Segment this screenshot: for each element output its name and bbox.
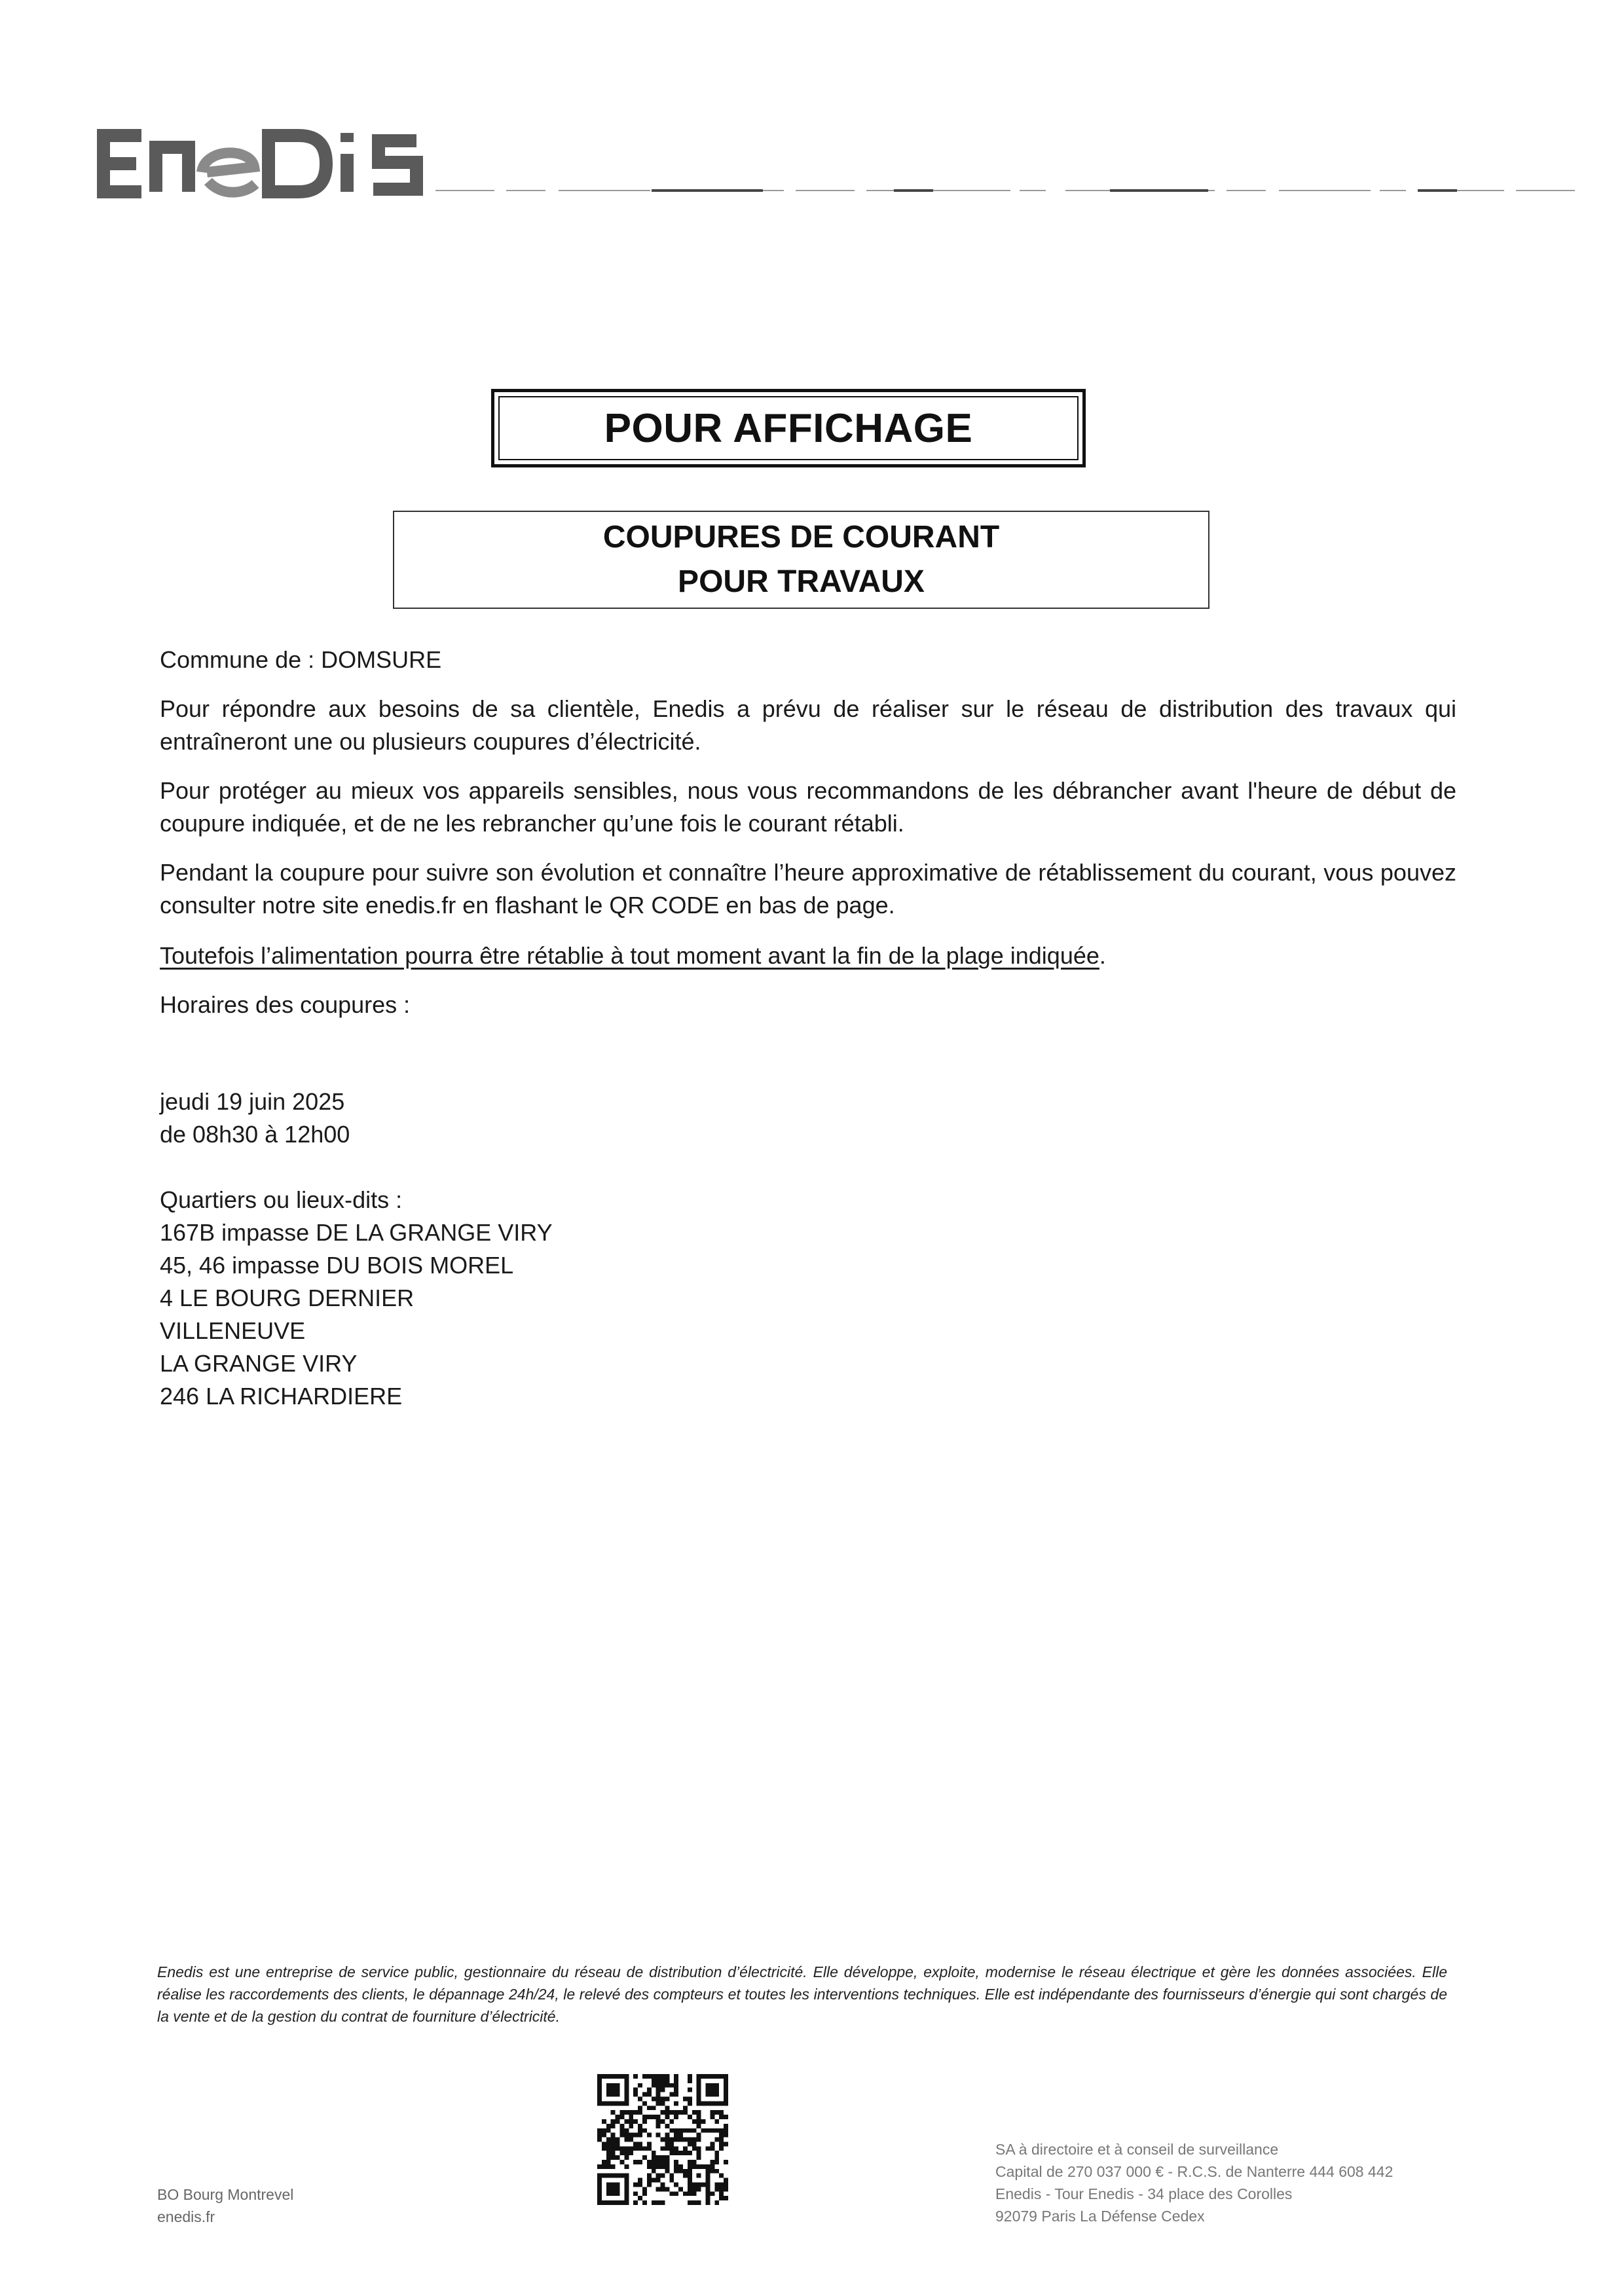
title-box (491, 389, 1086, 467)
header-dashed-rule (435, 189, 1581, 192)
footer-legal-line: Capital de 270 037 000 € - R.C.S. de Nanterre 444 608 442 (995, 2163, 1393, 2180)
commune-line: Commune de : DOMSURE (160, 646, 442, 673)
place-item: LA GRANGE VIRY (160, 1350, 358, 1377)
page-title: POUR AFFICHAGE (604, 405, 973, 451)
place-item: 167B impasse DE LA GRANGE VIRY (160, 1219, 553, 1246)
enedis-logo (90, 121, 431, 206)
warning-text: Toutefois l’alimentation pourra être rétablie à tout moment avant la fin de la plage indiquée (160, 942, 1099, 969)
place-item: 246 LA RICHARDIERE (160, 1383, 403, 1410)
place-item: 45, 46 impasse DU BOIS MOREL (160, 1252, 514, 1279)
paragraph-advice: Pour protéger au mieux vos appareils sensibles, nous vous recommandons de les débrancher avant l'heure de début de coupure indiquée, et de ne les rebrancher qu’une fois le courant rétabli. (160, 777, 1456, 837)
place-item: VILLENEUVE (160, 1317, 306, 1344)
subtitle-line-1: COUPURES DE COURANT (602, 520, 1000, 555)
footer-office: BO Bourg Montrevel (157, 2186, 294, 2203)
places-label: Quartiers ou lieux-dits : (160, 1186, 403, 1213)
footer-legal-line: Enedis - Tour Enedis - 34 place des Corolles (995, 2185, 1293, 2202)
outage-date: jeudi 19 juin 2025 (160, 1088, 345, 1115)
footer-legal (995, 2138, 1393, 2227)
paragraph-intro: Pour répondre aux besoins de sa clientèle, Enedis a prévu de réaliser sur le réseau de distribution des travaux qui entraîneront une ou plusieurs coupures d’électricité. (160, 695, 1456, 755)
disclaimer-text: Enedis est une entreprise de service public, gestionnaire du réseau de distribution d’électricité. Elle développe, exploite, modernise le réseau électrique et gère les données associées. Elle réalise les raccordements des clients, le dépannage 24h/24, le relevé des compteurs et toutes les interventions techniques. Elle est indépendante des fournisseurs d’énergie qui sont chargés de la vente et de la gestion du contrat de fourniture d’électricité. (157, 1963, 1447, 2025)
footer-website-link[interactable]: enedis.fr (157, 2208, 215, 2225)
warning-period: . (1099, 942, 1106, 969)
outage-time: de 08h30 à 12h00 (160, 1121, 350, 1148)
footer-legal-line: 92079 Paris La Défense Cedex (995, 2208, 1205, 2225)
paragraph-tracking: Pendant la coupure pour suivre son évolution et connaître l’heure approximative de rétablissement du courant, vous pouvez consulter notre site enedis.fr en flashant le QR CODE en bas de page. (160, 859, 1456, 919)
subtitle-line-2: POUR TRAVAUX (678, 564, 925, 599)
qr-code-icon[interactable] (597, 2074, 728, 2205)
footer-legal-line: SA à directoire et à conseil de surveillance (995, 2141, 1279, 2158)
footer-left (157, 2183, 293, 2228)
places-list (160, 1216, 553, 1413)
subtitle-box (393, 511, 1209, 609)
place-item: 4 LE BOURG DERNIER (160, 1285, 415, 1311)
schedule-label: Horaires des coupures : (160, 991, 411, 1018)
warning-line (160, 939, 1106, 972)
